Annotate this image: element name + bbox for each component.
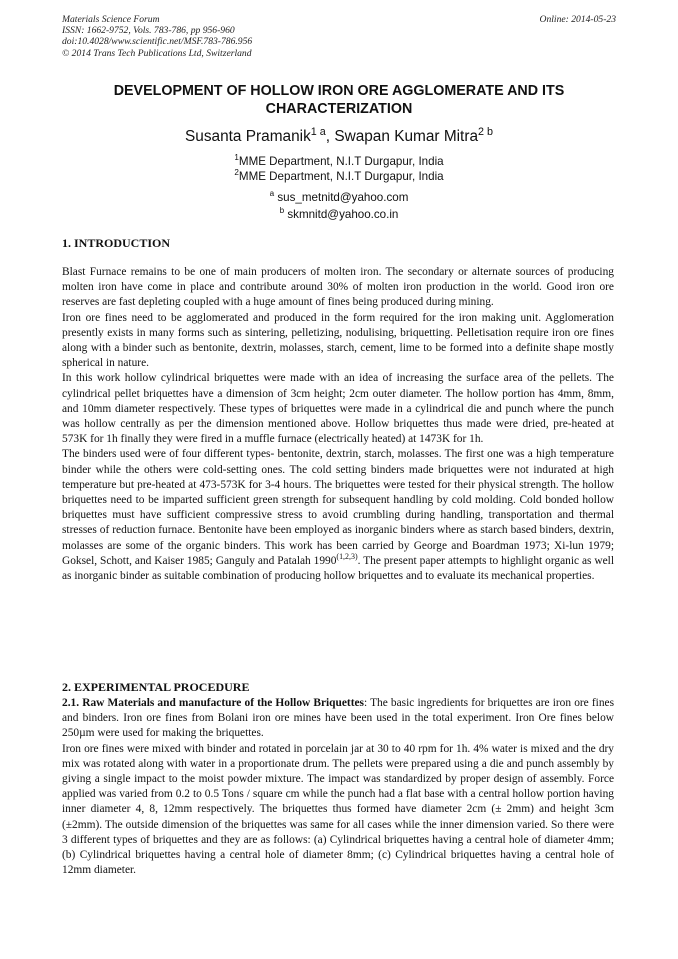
author-1: Susanta Pramanik	[185, 128, 311, 145]
citation-sup: (1,2,3)	[336, 552, 358, 562]
email-2-text: skmnitd@yahoo.co.in	[287, 208, 399, 221]
issn-line: ISSN: 1662-9752, Vols. 783-786, pp 956-960	[62, 25, 235, 37]
email-1-text: sus_metnitd@yahoo.com	[277, 191, 409, 204]
intro-heading: 1. INTRODUCTION	[62, 236, 171, 250]
email-1-sup: a	[269, 189, 275, 199]
intro-paragraph-4-main: The binders used were of four different types- bentonite, dextrin, starch, molasses. The first one was a high temperature binder while the others were cold-setting ones. The cold setting binders made briquettes were not indurated at high temperature but pre-heated at 473-573K for 3-4 hours. The briquettes were tested for their physical strength. The hollow briquettes need to be imparted sufficient green strength for subsequent handling by cold molding. Cold bonded hollow briquettes must have sufficient compressive stress to avoid crumbling during handling, transportation and thermal stresses of reduction furnace. Bentonite have been employed as inorganic binders where as starch based binders, dextrin, molasses are some of the organic binders. This work has been carried by George and Boardman 1973; Xi-lun 1979; Goksel, Schott, and Kaiser 1985; Ganguly and Patalah 1990	[62, 448, 614, 567]
intro-paragraph-2: Iron ore fines need to be agglomerated and produced in the form required for the iron making unit. Agglomeration presently exists in many forms such as sintering, pelletizing, nodulising, briquetting. Pelletisation require iron ore fines along with a binder such as bentonite, dextrin, molasses, starch, cement, lime to be formed into a definite shape mostly spherical in nature.	[62, 311, 614, 370]
online-date: Online: 2014-05-23	[539, 14, 616, 25]
affiliation-2-text: MME Department, N.I.T Durgapur, India	[238, 170, 444, 183]
affiliation-1-sup: 1	[234, 153, 239, 163]
affiliation-1	[62, 154, 616, 169]
author-1-sup: 1 a	[310, 125, 326, 138]
copyright-line: © 2014 Trans Tech Publications Ltd, Switzerland	[62, 47, 252, 59]
experimental-paragraph-1-text: : The basic ingredients for briquettes are iron ore fines and binders. Iron ore fines from Bolani iron ore mines have been used in the total experiment. Iron Ore fines below 250µm were used for making the briquettes.	[62, 697, 615, 740]
author-line	[62, 125, 616, 146]
title-line-2: CHARACTERIZATION	[265, 101, 413, 117]
intro-body	[62, 265, 614, 584]
journal-name: Materials Science Forum	[62, 14, 160, 25]
affiliation-2-sup: 2	[234, 168, 239, 178]
email-2	[62, 206, 616, 223]
affiliations	[62, 154, 616, 184]
author-2: Swapan Kumar Mitra	[334, 128, 479, 145]
journal-info	[62, 14, 616, 59]
affiliation-2	[62, 169, 616, 184]
affiliation-1-text: MME Department, N.I.T Durgapur, India	[238, 155, 444, 168]
experimental-paragraph-2: Iron ore fines were mixed with binder and rotated in porcelain jar at 30 to 40 rpm for 1h. 4% water is mixed and the dry mix was rotated along with water in a proportionate drum. The pellets were prepared using a die and punch assembly by giving a single impact to the moist powder mixture. The impact was standardized by proper design of assembly. Force applied was varied from 0.2 to 0.5 Tons / square cm while the punch had a flat base with a central hollow portion having inner diameter 4, 8, 12mm respectively. The briquettes thus formed have diameter 2cm (± 2mm) and height 3cm (±2mm). The outside dimension of the briquettes was same for all cases while the inner dimension varied. So there were 3 different types of briquettes and they are as follows: (a) Cylindrical briquettes having a central hole of diameter 4mm; (b) Cylindrical briquettes having a central hole of diameter 8mm; (c) Cylindrical briquettes having a central hole of 12mm diameter.	[62, 742, 614, 877]
subsection-heading: 2.1. Raw Materials and manufacture of the Hollow Briquettes	[62, 697, 364, 709]
intro-paragraph-4-end: . The present paper attempts to highlight organic as well as inorganic binder as suitable combination of producing hollow briquettes and to evaluate its mechanical properties.	[62, 554, 614, 583]
author-separator: ,	[325, 128, 335, 145]
experimental-heading: 2. EXPERIMENTAL PROCEDURE	[62, 680, 250, 694]
journal-header	[62, 14, 616, 59]
intro-paragraph-3: In this work hollow cylindrical briquettes were made with an idea of increasing the surface area of the pellets. The cylindrical pellet briquettes have a dimension of 3cm height; 2cm outer diameter. The hollow portion has 4mm, 8mm, and 10mm diameter respectively. These types of briquettes were made in a cylindrical die and punch where the punch was hollow centrally as per the dimension mentioned above. Hollow briquettes thus made were dried, pre-heated at 573K for 1h finally they were fired in a muffle furnace (electrically heated) at 1473K for 1h.	[62, 372, 614, 446]
email-1	[62, 189, 616, 206]
author-2-sup: 2 b	[478, 125, 493, 138]
emails	[62, 189, 616, 223]
experimental-paragraph-1	[62, 696, 614, 742]
paper-title	[62, 82, 616, 118]
intro-paragraph-1: Blast Furnace remains to be one of main producers of molten iron. The secondary or alternate sources of producing molten iron have come in place and contribute around 30% of molten iron production in the world. Good iron ore reserves are fast depleting coupled with a huge amount of fines being produced during mining.	[62, 266, 614, 309]
doi-line: doi:10.4028/www.scientific.net/MSF.783-786.956	[62, 36, 253, 48]
experimental-body	[62, 696, 614, 878]
email-2-sup: b	[279, 206, 285, 216]
intro-paragraph-4	[62, 447, 614, 584]
title-line-1: DEVELOPMENT OF HOLLOW IRON ORE AGGLOMERATE AND ITS	[113, 83, 565, 99]
